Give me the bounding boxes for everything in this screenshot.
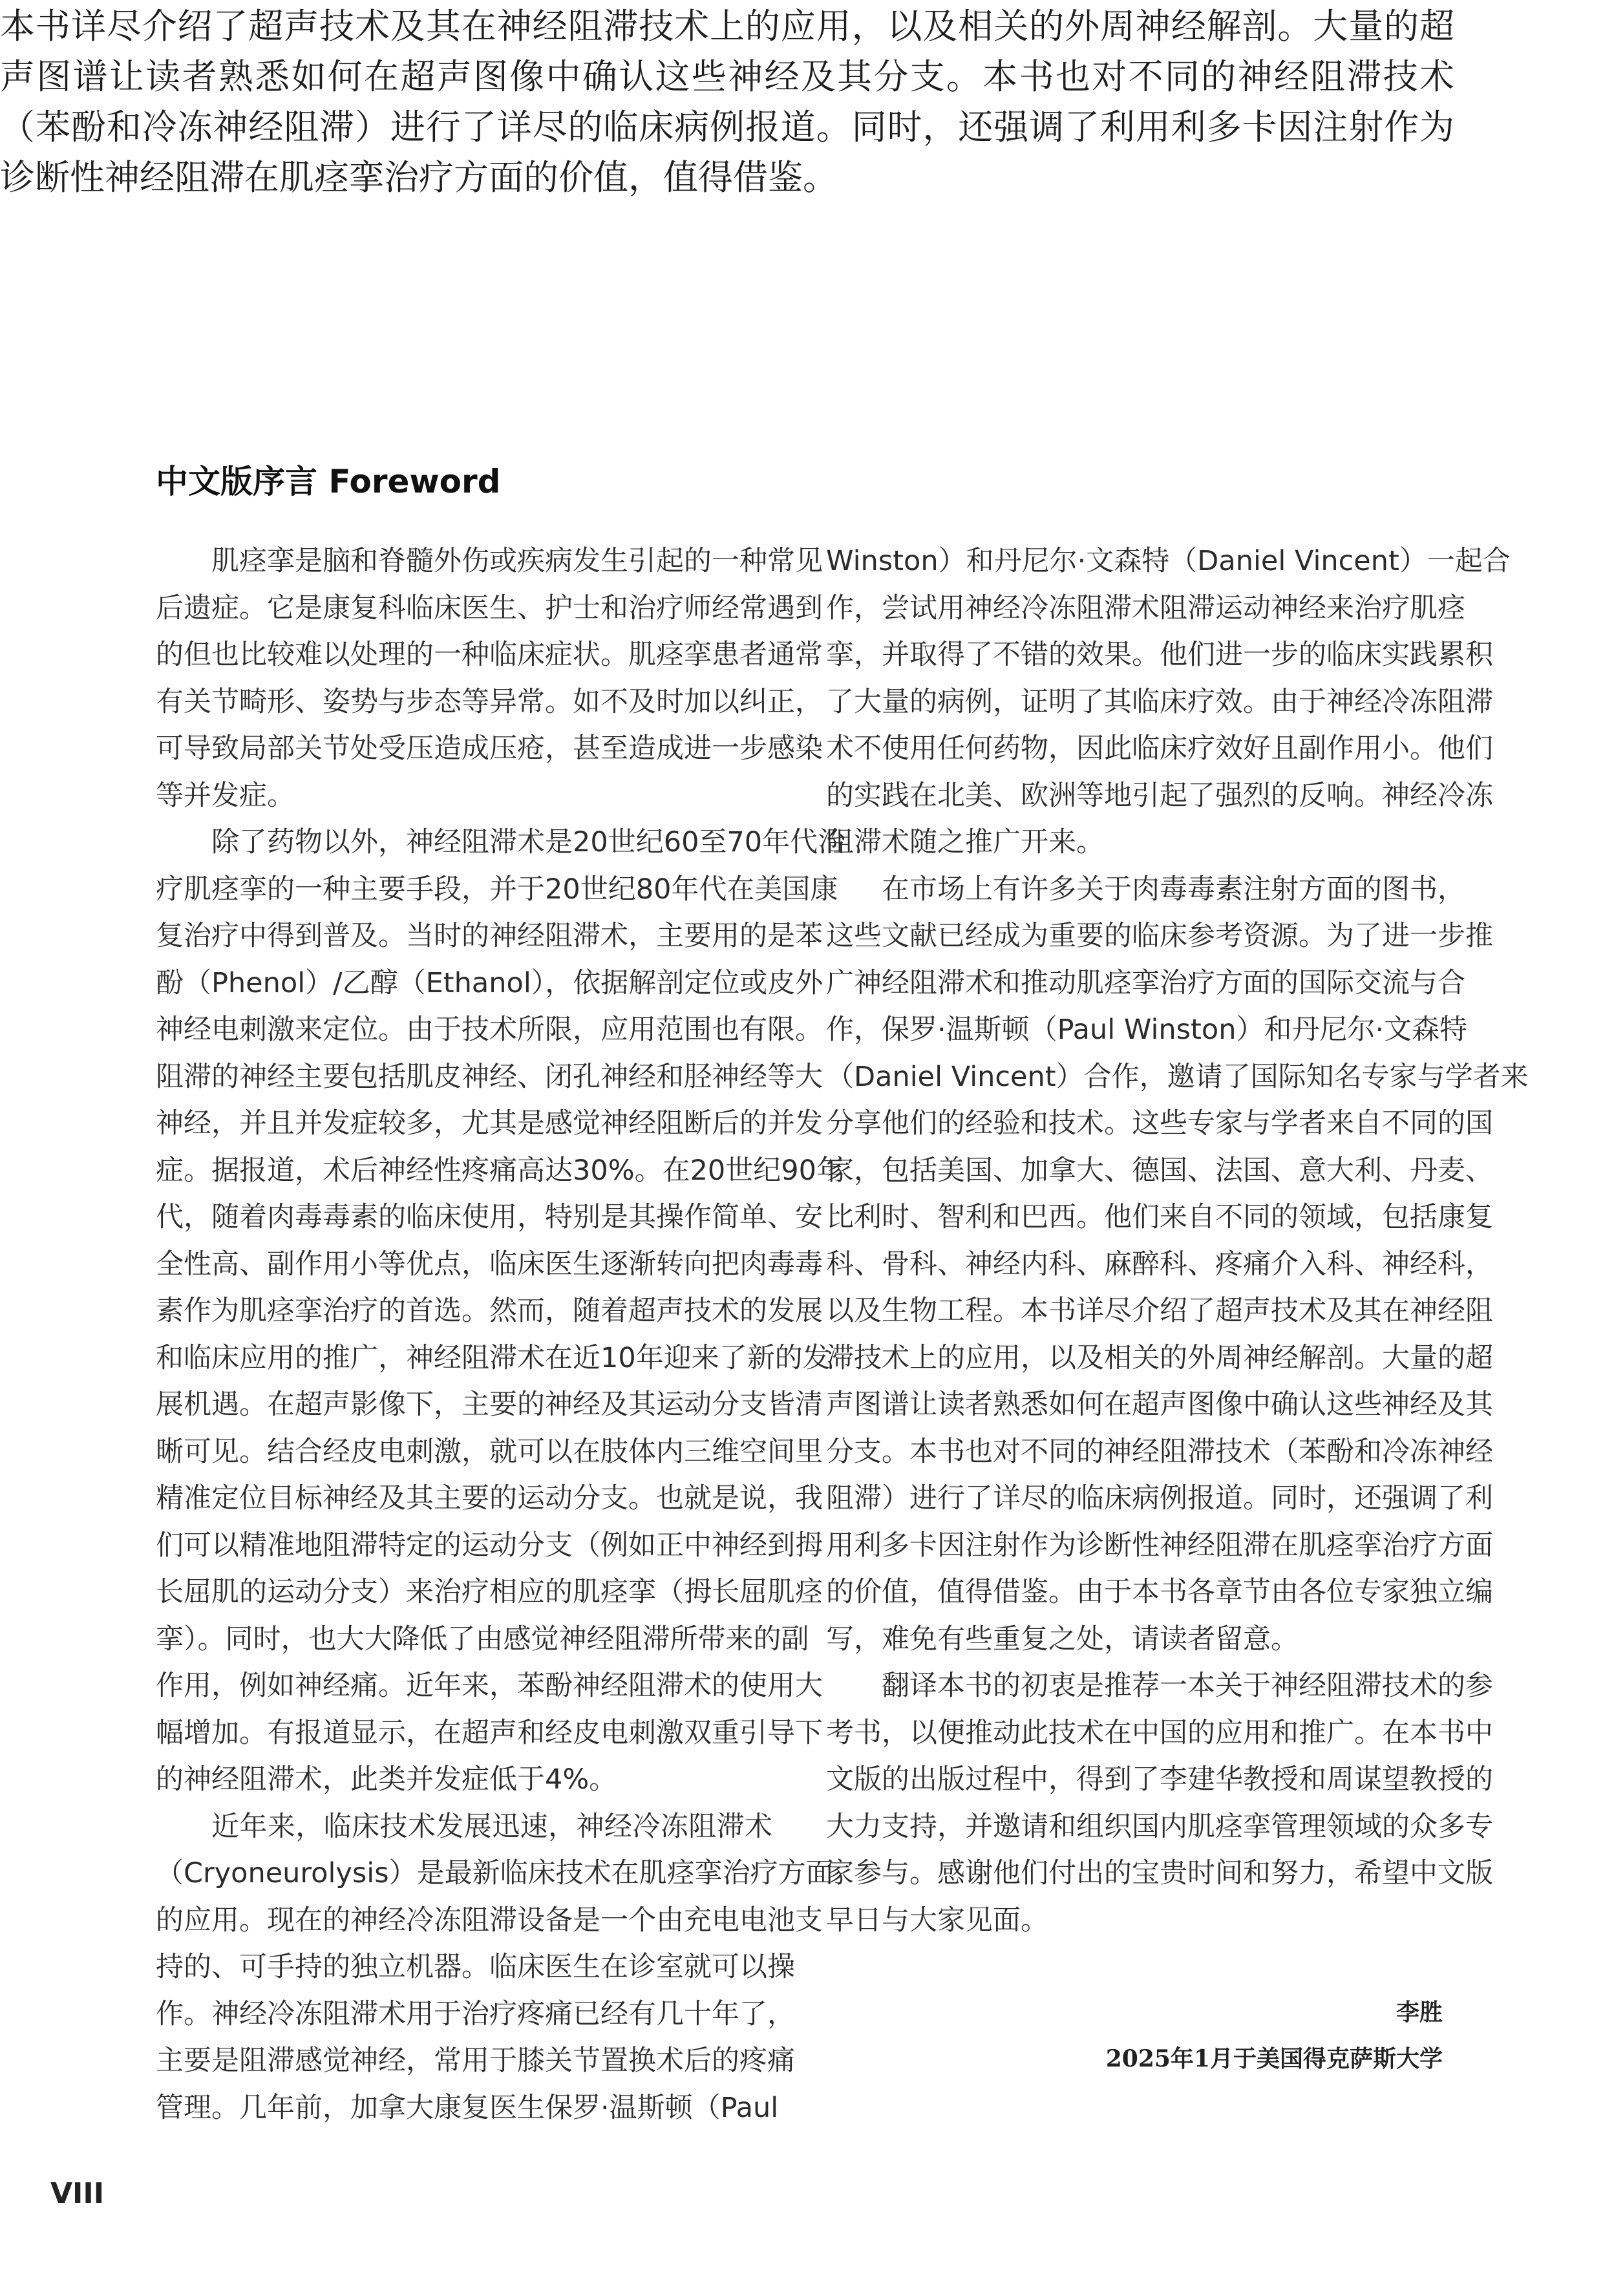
text-line: Winston）和丹尼尔·文森特（Daniel Vincent）一起合 [826, 545, 1511, 577]
text-line: 肌痉挛是脑和脊髓外伤或疾病发生引起的一种常见 [211, 545, 823, 577]
text-line: 科、骨科、神经内科、麻醉科、疼痛介入科、神经科， [826, 1248, 1493, 1281]
text-line: 家，包括美国、加拿大、德国、法国、意大利、丹麦、 [826, 1154, 1493, 1187]
text-line: 全性高、副作用小等优点，临床医生逐渐转向把肉毒毒 [156, 1248, 823, 1281]
text-line: 和临床应用的推广，神经阻滞术在近10年迎来了新的发 [156, 1341, 831, 1374]
text-line: 管理。几年前，加拿大康复医生保罗·温斯顿（Paul [156, 2091, 779, 2124]
text-line: 诊断性神经阻滞在肌痉挛治疗方面的价值，值得借鉴。 [0, 157, 838, 198]
signature-name: 李胜 [1396, 1999, 1443, 2026]
text-line: 声图谱让读者熟悉如何在超声图像中确认这些神经及其 [826, 1388, 1493, 1421]
text-line: 疗肌痉挛的一种主要手段，并于20世纪80年代在美国康 [156, 873, 838, 906]
text-line: 比利时、智利和巴西。他们来自不同的领域，包括康复 [826, 1201, 1493, 1233]
text-line: 持的、可手持的独立机器。临床医生在诊室就可以操 [156, 1951, 795, 1983]
text-line: 早日与大家见面。 [826, 1904, 1048, 1937]
text-line: 术不使用任何药物，因此临床疗效好且副作用小。他们 [826, 732, 1493, 765]
text-line: 幅增加。有报道显示，在超声和经皮电刺激双重引导下 [156, 1716, 823, 1749]
text-line: 晰可见。结合经皮电刺激，就可以在肢体内三维空间里 [156, 1435, 823, 1468]
text-line: 文版的出版过程中，得到了李建华教授和周谋望教授的 [826, 1763, 1493, 1796]
text-line: 考书，以便推动此技术在中国的应用和推广。在本书中 [826, 1716, 1493, 1749]
text-line: 翻译本书的初衷是推荐一本关于神经阻滞技术的参 [882, 1670, 1493, 1702]
right-column [826, 538, 1529, 1944]
text-line: 可导致局部关节处受压造成压疮，甚至造成进一步感染 [156, 732, 823, 765]
text-line: 了大量的病例，证明了其临床疗效。由于神经冷冻阻滞 [826, 685, 1493, 718]
text-line: 酚（Phenol）/乙醇（Ethanol），依据解剖定位或皮外 [156, 966, 823, 999]
text-line: 展机遇。在超声影像下，主要的神经及其运动分支皆清 [156, 1388, 823, 1421]
text-line: 写，难免有些重复之处，请读者留意。 [826, 1622, 1299, 1655]
text-line: 们可以精准地阻滞特定的运动分支（例如正中神经到拇 [156, 1529, 823, 1562]
text-line: 的应用。现在的神经冷冻阻滞设备是一个由充电电池支 [156, 1904, 823, 1937]
text-line: 长屈肌的运动分支）来治疗相应的肌痉挛（拇长屈肌痉 [156, 1576, 823, 1608]
text-line: 以及生物工程。本书详尽介绍了超声技术及其在神经阻 [826, 1295, 1493, 1327]
text-line: 这些文献已经成为重要的临床参考资源。为了进一步推 [826, 920, 1493, 952]
text-line: 滞技术上的应用，以及相关的外周神经解剖。大量的超 [826, 1341, 1493, 1374]
page-number: VIII [50, 2177, 105, 2210]
text-line: 的神经阻滞术，此类并发症低于4%。 [156, 1763, 617, 1796]
text-line: 作，保罗·温斯顿（Paul Winston）和丹尼尔·文森特 [826, 1014, 1468, 1046]
text-line: 症。据报道，术后神经性疼痛高达30%。在20世纪90年 [156, 1154, 845, 1187]
text-line: 用利多卡因注射作为诊断性神经阻滞在肌痉挛治疗方面 [826, 1529, 1493, 1562]
text-line: 在市场上有许多关于肉毒毒素注射方面的图书， [882, 873, 1465, 906]
text-line: 神经，并且并发症较多，尤其是感觉神经阻断后的并发 [156, 1107, 823, 1140]
text-line: 主要是阻滞感觉神经，常用于膝关节置换术后的疼痛 [156, 2045, 795, 2077]
text-line: 除了药物以外，神经阻滞术是20世纪60至70年代治 [211, 826, 846, 858]
text-line: 作。神经冷冻阻滞术用于治疗疼痛已经有几十年了， [156, 1997, 795, 2030]
text-line: 等并发症。 [156, 779, 295, 812]
text-line: 近年来，临床技术发展迅速，神经冷冻阻滞术 [211, 1810, 772, 1843]
text-line: 代，随着肉毒毒素的临床使用，特别是其操作简单、安 [156, 1201, 823, 1233]
text-line: 精准定位目标神经及其主要的运动分支。也就是说，我 [156, 1482, 823, 1515]
text-line: （Cryoneurolysis）是最新临床技术在肌痉挛治疗方面 [156, 1857, 834, 1889]
text-line: （苯酚和冷冻神经阻滞）进行了详尽的临床病例报道。同时，还强调了利用利多卡因注射作为 [0, 107, 1454, 147]
text-line: 作用，例如神经痛。近年来，苯酚神经阻滞术的使用大 [156, 1670, 823, 1702]
text-line: 素作为肌痉挛治疗的首选。然而，随着超声技术的发展 [156, 1295, 823, 1327]
text-line: 的实践在北美、欧洲等地引起了强烈的反响。神经冷冻 [826, 779, 1493, 812]
text-line: 挛，并取得了不错的效果。他们进一步的临床实践累积 [826, 639, 1493, 671]
text-line: 本书详尽介绍了超声技术及其在神经阻滞技术上的应用，以及相关的外周神经解剖。大量的超 [0, 6, 1454, 47]
text-line: 阻滞的神经主要包括肌皮神经、闭孔神经和胫神经等大 [156, 1060, 823, 1093]
intro-paragraph [0, 1, 1454, 203]
text-line: 后遗症。它是康复科临床医生、护士和治疗师经常遇到 [156, 591, 823, 624]
text-line: 声图谱让读者熟悉如何在超声图像中确认这些神经及其分支。本书也对不同的神经阻滞技术 [0, 56, 1454, 97]
text-line: 分享他们的经验和技术。这些专家与学者来自不同的国 [826, 1107, 1493, 1140]
text-line: 挛）。同时，也大大降低了由感觉神经阻滞所带来的副 [156, 1622, 809, 1655]
text-line: 有关节畸形、姿势与步态等异常。如不及时加以纠正， [156, 685, 823, 718]
left-column [156, 538, 846, 2131]
text-line: 分支。本书也对不同的神经阻滞技术（苯酚和冷冻神经 [826, 1435, 1493, 1468]
text-line: 家参与。感谢他们付出的宝贵时间和努力，希望中文版 [826, 1857, 1493, 1889]
text-line: 大力支持，并邀请和组织国内肌痉挛管理领域的众多专 [826, 1810, 1493, 1843]
text-line: 复治疗中得到普及。当时的神经阻滞术，主要用的是苯 [156, 920, 823, 952]
page-title: 中文版序言 Foreword [156, 463, 501, 500]
text-line: 的但也比较难以处理的一种临床症状。肌痉挛患者通常 [156, 639, 823, 671]
text-line: 的价值，值得借鉴。由于本书各章节由各位专家独立编 [826, 1576, 1493, 1608]
text-line: 神经电刺激来定位。由于技术所限，应用范围也有限。 [156, 1014, 823, 1046]
text-line: 阻滞）进行了详尽的临床病例报道。同时，还强调了利 [826, 1482, 1493, 1515]
text-line: 阻滞术随之推广开来。 [826, 826, 1104, 858]
text-line: 广神经阻滞术和推动肌痉挛治疗方面的国际交流与合 [826, 966, 1465, 999]
signature-date-place: 2025年1月于美国得克萨斯大学 [1105, 2045, 1443, 2072]
text-line: （Daniel Vincent）合作，邀请了国际知名专家与学者来 [826, 1060, 1529, 1093]
text-line: 作，尝试用神经冷冻阻滞术阻滞运动神经来治疗肌痉 [826, 591, 1465, 624]
